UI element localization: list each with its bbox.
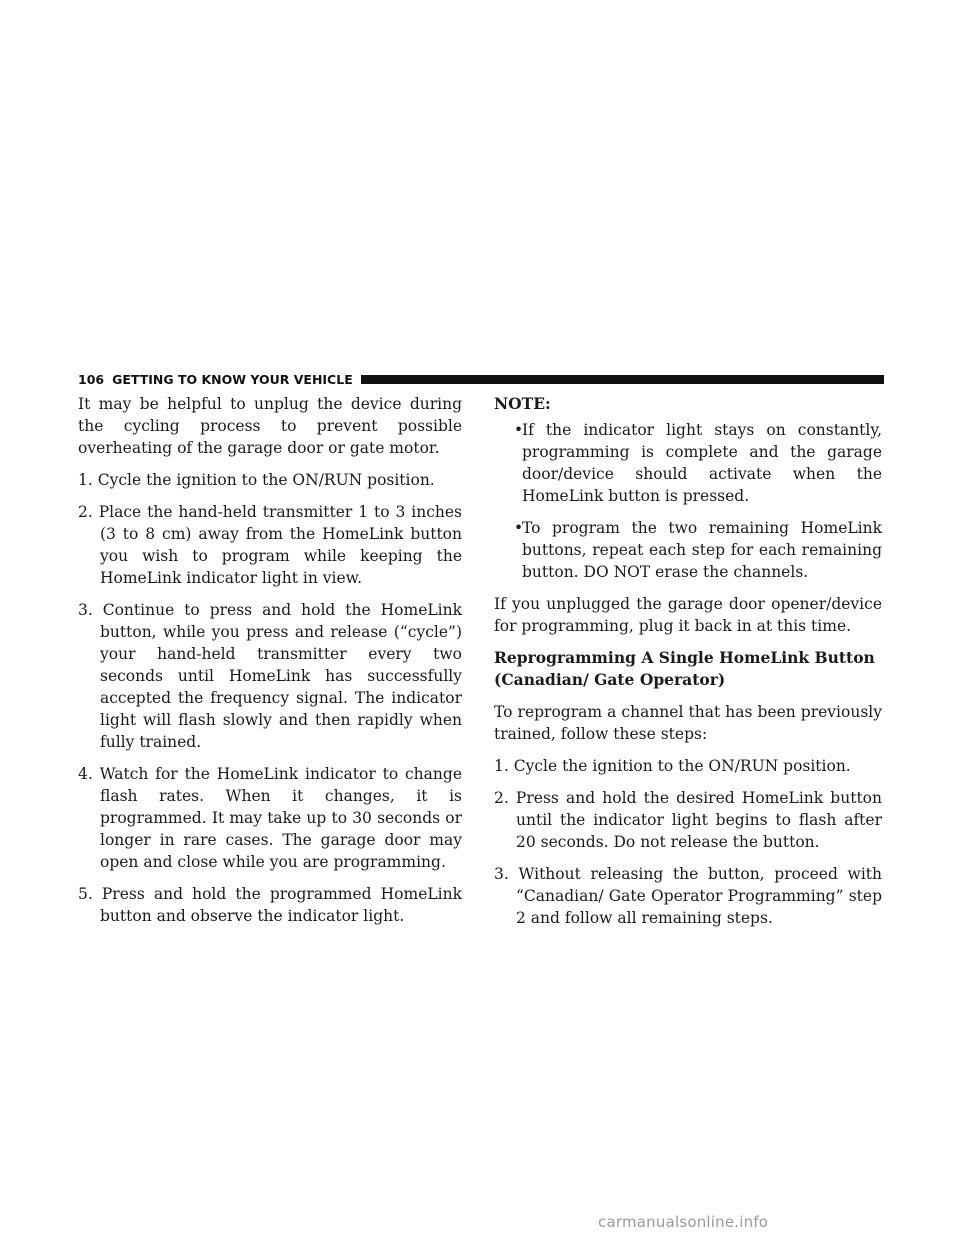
subheading: Reprogramming A Single HomeLink Button (Canadian/ Gate Operator) bbox=[494, 648, 875, 689]
step-3: 3. Continue to press and hold the HomeLink button, while you press and release (“cycle”) your hand-held transmitter every two seconds until HomeLink has successfully accepted the frequency signal. The indicator light will flash slowly and then rapidly when fully trained. bbox=[78, 601, 462, 751]
watermark: carmanualsonline.info bbox=[598, 1213, 769, 1231]
note-bullet-text: If the indicator light stays on constantly, programming is complete and the garage door/device should activate when the HomeLink button is pressed. bbox=[522, 421, 882, 505]
left-column bbox=[78, 393, 462, 937]
page-header bbox=[78, 371, 884, 387]
note-bullet-1 bbox=[494, 419, 882, 507]
bullet-dot-icon: • bbox=[514, 421, 524, 439]
note-label: NOTE: bbox=[494, 394, 551, 413]
step-5: 5. Press and hold the programmed HomeLink button and observe the indicator light. bbox=[78, 885, 462, 925]
reprogram-step-1: 1. Cycle the ignition to the ON/RUN position. bbox=[494, 757, 851, 775]
reprogram-step-3: 3. Without releasing the button, proceed with “Canadian/ Gate Operator Programming” step 2 and follow all remaining steps. bbox=[494, 865, 882, 927]
section-title: GETTING TO KNOW YOUR VEHICLE bbox=[112, 371, 353, 387]
step-1: 1. Cycle the ignition to the ON/RUN position. bbox=[78, 471, 435, 489]
reprogram-intro: To reprogram a channel that has been previously trained, follow these steps: bbox=[494, 703, 882, 743]
step-4: 4. Watch for the HomeLink indicator to change flash rates. When it changes, it is programmed. It may take up to 30 seconds or longer in rare cases. The garage door may open and close while you are programming. bbox=[78, 765, 462, 871]
intro-paragraph: It may be helpful to unplug the device during the cycling process to prevent possible overheating of the garage door or gate motor. bbox=[78, 395, 462, 457]
header-rule bbox=[361, 375, 884, 384]
bullet-dot-icon: • bbox=[514, 519, 524, 537]
step-2: 2. Place the hand-held transmitter 1 to 3 inches (3 to 8 cm) away from the HomeLink button you wish to program while keeping the HomeLink indicator light in view. bbox=[78, 503, 462, 587]
note-bullet-2 bbox=[494, 517, 882, 583]
page-number: 106 bbox=[78, 371, 105, 387]
reprogram-step-2: 2. Press and hold the desired HomeLink button until the indicator light begins to flash after 20 seconds. Do not release the button. bbox=[494, 789, 882, 851]
right-column bbox=[494, 393, 882, 939]
note-bullet-text: To program the two remaining HomeLink buttons, repeat each step for each remaining button. DO NOT erase the channels. bbox=[522, 519, 882, 581]
unplug-paragraph: If you unplugged the garage door opener/device for programming, plug it back in at this time. bbox=[494, 595, 882, 635]
